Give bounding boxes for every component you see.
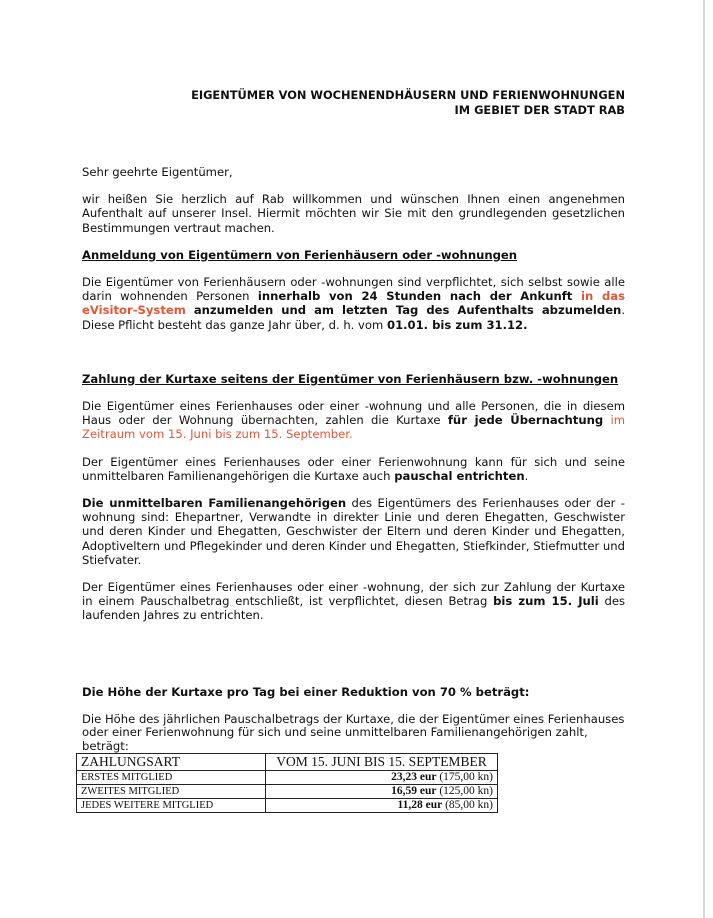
header-line-2: IM GEBIET DER STADT RAB bbox=[454, 103, 625, 117]
section-tax-title: Zahlung der Kurtaxe seitens der Eigentümer von Ferienhäusern bzw. -wohnungen bbox=[82, 371, 619, 386]
table-row bbox=[77, 785, 498, 799]
intro-paragraph: wir heißen Sie herzlich auf Rab willkommen und wünschen Ihnen einen angenehmen Aufenthalt auf unserer Insel. Hiermit möchten wir Sie mit den grundlegenden gesetzlichen Bestimmungen vertraut machen. bbox=[82, 192, 625, 235]
table-header-payment-type: ZAHLUNGSART bbox=[77, 754, 266, 771]
table-cell-label: ZWEITES MITGLIED bbox=[77, 785, 266, 799]
tax-paragraph-3: Die unmittelbaren Familienangehörigen des Eigentümers des Ferienhauses oder der -wohnung sind: Ehepartner, Verwandte in direkter Linie und deren Ehegatten, Geschwister und deren Kinder und Ehegatten, Geschwister der Eltern und deren Kinder und Ehegatten, Adoptiveltern und Pflegekinder und deren Kinder und Ehegatten, Stiefkinder, Stiefmutter und Stiefvater. bbox=[82, 496, 625, 567]
section-registration-title: Anmeldung von Eigentümern von Ferienhäusern oder -wohnungen bbox=[82, 247, 517, 262]
rate-heading: Die Höhe der Kurtaxe pro Tag bei einer Reduktion von 70 % beträgt: bbox=[82, 684, 530, 699]
document bbox=[82, 88, 625, 813]
table-row bbox=[77, 771, 498, 785]
table-row bbox=[77, 799, 498, 813]
table-cell-label: JEDES WEITERE MITGLIED bbox=[77, 799, 266, 813]
table-cell-label: ERSTES MITGLIED bbox=[77, 771, 266, 785]
lump-sum-paragraph: Die Höhe des jährlichen Pauschalbetrags der Kurtaxe, die der Eigentümer eines Ferienhauses oder einer Ferienwohnung für sich und seine unmittelbaren Familienangehörigen zahlt, beträgt: bbox=[82, 711, 625, 753]
table-header-period: VOM 15. JUNI BIS 15. SEPTEMBER bbox=[266, 754, 498, 771]
page-edge bbox=[703, 0, 705, 918]
table-cell-amount: 11,28 eur (85,00 kn) bbox=[266, 799, 498, 813]
tax-paragraph-2: Der Eigentümer eines Ferienhauses oder einer Ferienwohnung kann für sich und seine unmittelbaren Familienangehörigen die Kurtaxe auch pauschal entrichten. bbox=[82, 454, 625, 483]
rate-table bbox=[76, 753, 498, 813]
table-cell-amount: 23,23 eur (175,00 kn) bbox=[266, 771, 498, 785]
tax-paragraph-1: Die Eigentümer eines Ferienhauses oder einer -wohnung und alle Personen, die in diesem Haus oder der Wohnung übernachten, zahlen die Kurtaxe für jede Übernachtung im Zeitraum vom 15. Juni bis zum 15. September. bbox=[82, 399, 626, 442]
greeting: Sehr geehrte Eigentümer, bbox=[82, 165, 233, 179]
header-line-1: EIGENTÜMER VON WOCHENENDHÄUSERN UND FERIENWOHNUNGEN bbox=[191, 88, 625, 102]
registration-paragraph: Die Eigentümer von Ferienhäusern oder -wohnungen sind verpflichtet, sich selbst sowie alle darin wohnenden Personen innerhalb von 24 Stunden nach der Ankunft in das eVisitor-System anzumelden und am letzten Tag des Aufenthalts abzumelden. Diese Pflicht besteht das ganze Jahr über, d. h. vom 01.01. bis zum 31.12. bbox=[82, 275, 625, 332]
table-cell-amount: 16,59 eur (125,00 kn) bbox=[266, 785, 498, 799]
tax-paragraph-4: Der Eigentümer eines Ferienhauses oder einer -wohnung, der sich zur Zahlung der Kurtaxe in einem Pauschalbetrag entschließt, ist verpflichtet, diesen Betrag bis zum 15. Juli des laufenden Jahres zu entrichten. bbox=[82, 580, 626, 623]
table-header-row bbox=[77, 754, 498, 771]
